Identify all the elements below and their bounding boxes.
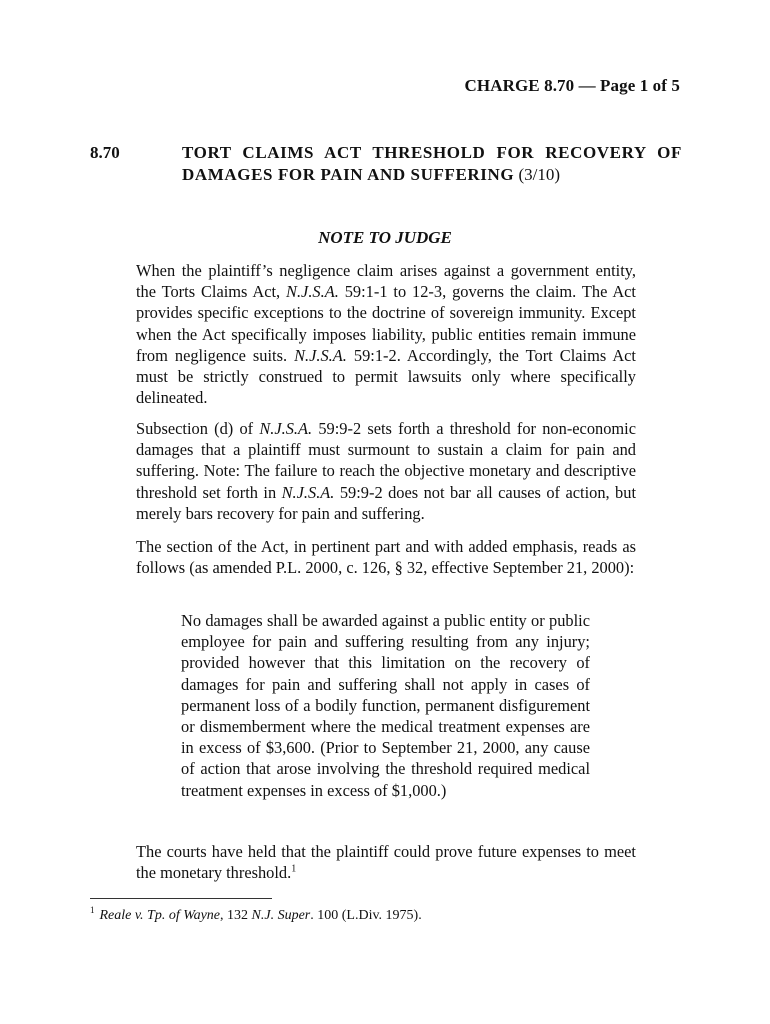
paragraph-act-section: The section of the Act, in pertinent part and with added emphasis, reads as follows (as amended P.L. 2000, c. 126, § 32, effective September 21, 2000): xyxy=(136,537,636,578)
section-title xyxy=(182,142,682,186)
footnote-mid: , 132 xyxy=(220,908,252,923)
p1-citation-2: N.J.S.A. xyxy=(294,345,347,365)
note-to-judge-heading: NOTE TO JUDGE xyxy=(318,228,452,247)
footnote-mark: 1 xyxy=(90,905,95,916)
footnote-divider xyxy=(90,898,272,899)
footnote-tail: . 100 (L.Div. 1975). xyxy=(310,908,422,923)
p1-citation-1: N.J.S.A. xyxy=(286,282,339,302)
p5-text: The courts have held that the plaintiff could prove future expenses to meet the monetary threshold. xyxy=(136,842,636,883)
p1-text-a: When the plaintiff’s negligence claim arises against a government entity, the Torts Claims Act, xyxy=(136,261,636,302)
p2-citation-2: N.J.S.A. xyxy=(281,482,335,502)
running-header: CHARGE 8.70 — Page 1 of 5 xyxy=(464,76,680,95)
p2-text-c: 59:9-2 does not bar all causes of action, but merely bars recovery for pain and suffering. xyxy=(136,482,636,523)
paragraph-tort-claims-act xyxy=(136,260,636,408)
p2-text-a: Subsection (d) of xyxy=(136,419,260,438)
paragraph-future-expenses xyxy=(136,841,636,883)
p1-text-c: 59:1-2. Accordingly, the Tort Claims Act must be strictly construed to permit lawsuits only where specifically delineated. xyxy=(136,345,636,408)
footnote xyxy=(90,907,650,925)
footnote-case-name: Reale v. Tp. of Wayne xyxy=(99,908,221,923)
paragraph-threshold xyxy=(136,418,636,524)
block-quote-statute: No damages shall be awarded against a public entity or public employee for pain and suffering resulting from any injury; provided however that this limitation on the recovery of damages for pain and suffering shall not apply in cases of permanent loss of a bodily function, permanent disfigurement or dismemberment where the medical treatment expenses are in excess of $3,600. (Prior to September 21, 2000, any cause of action that arose involving the threshold required medical treatment expenses in excess of $1,000.) xyxy=(181,611,590,800)
footnote-reporter: N.J. Super xyxy=(251,908,311,923)
p1-text-b: 59:1-1 to 12-3, governs the claim. The Act provides specific exceptions to the doctrine of sovereign immunity. Except when the Act specifically imposes liability, public entities remain immune from negligence suits. xyxy=(136,282,636,365)
p2-citation-1: N.J.S.A. xyxy=(259,419,313,438)
footnote-reference[interactable]: 1 xyxy=(291,863,297,875)
section-date: (3/10) xyxy=(518,165,560,184)
p2-text-b: 59:9-2 sets forth a threshold for non-economic damages that a plaintiff must surmount to sustain a claim for pain and suffering. Note: The failure to reach the objective monetary and descriptive threshold set forth in xyxy=(136,419,636,502)
section-title-text: TORT CLAIMS ACT THRESHOLD FOR RECOVERY OF DAMAGES FOR PAIN AND SUFFERING xyxy=(182,143,682,184)
section-number: 8.70 xyxy=(90,143,120,162)
